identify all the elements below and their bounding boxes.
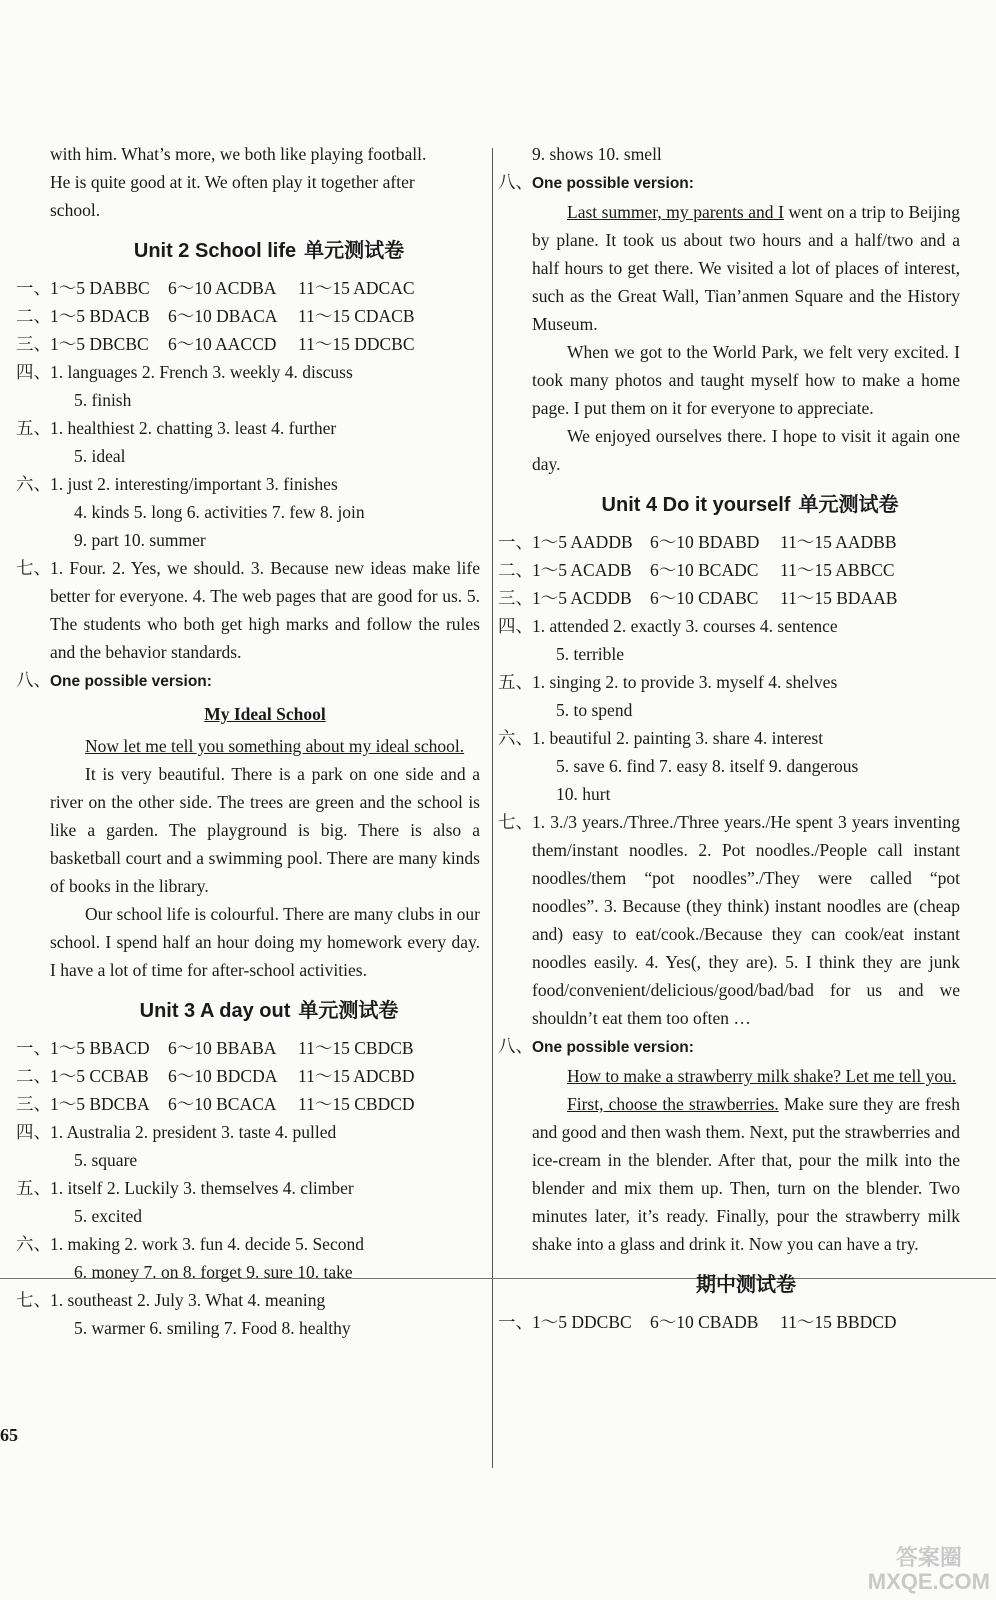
watermark-line-1: 答案圈 [895, 1545, 962, 1570]
intro-line-1: with him. What’s more, we both like playing football. [50, 144, 427, 164]
u4-s6: 六、1. beautiful 2. painting 3. share 4. interest [498, 728, 824, 748]
u3-s4-l2: 5. square [74, 1150, 138, 1170]
midterm-heading: 期中测试卷 [696, 1274, 796, 1296]
u3-s2: 二、 1～5 CCBAB 6～10 BDCDA 11～15 ADCBD [16, 1066, 415, 1086]
u3-s5: 五、1. itself 2. Luckily 3. themselves 4. climber [16, 1178, 354, 1198]
shake-p1: First, choose the strawberries. Make sure they are fresh and good and then wash them. Next, put the strawberries and ice-cream in the blender. After that, pour the milk into the blender and mix them up. Then, turn on the blender. Two minutes later, it’s ready. Finally, pour the strawberry milk shake into a glass and drink it. Now you can have a try. [532, 1094, 960, 1254]
u4-s6-l2: 5. save 6. find 7. easy 8. itself 9. dangerous [556, 756, 859, 776]
u3-s3: 三、 1～5 BDCBA 6～10 BCACA 11～15 CBDCD [16, 1094, 415, 1114]
essay-p0: Now let me tell you something about my ideal school. [85, 736, 465, 756]
unit2-heading-cn: 单元测试卷 [304, 240, 405, 262]
intro-line-3: school. [50, 200, 101, 220]
unit4-heading-en: Unit 4 Do it yourself [601, 494, 791, 516]
watermark-logo [868, 1546, 990, 1594]
u4-s7: 七、1. 3./3 years./Three./Three years./He spent 3 years inventing them/instant noodles. 2. Pot noodles./People call instant noodles/them “pot noodles”./They were called “pot noodles”. 3. Because (they think) instant noodles are (cheap and) easy to eat/cook./Because they can cook/eat instant noodles easily. 4. Yes(, they are). 5. I think they are junk food/convenient/delicious/good/bad/bad for us and we shouldn’t eat them too often … [498, 812, 960, 1028]
mid-s1: 一、 1～5 DDCBC 6～10 CBADB 11～15 BBDCD [498, 1312, 897, 1332]
unit4-heading-cn: 单元测试卷 [798, 494, 899, 516]
page-number: 65 [0, 1425, 18, 1445]
column-divider [492, 148, 493, 1468]
u2-s5: 五、1. healthiest 2. chatting 3. least 4. further [16, 418, 337, 438]
u3-s6: 六、1. making 2. work 3. fun 4. decide 5. Second [16, 1234, 364, 1254]
r-top-line: 9. shows 10. smell [532, 144, 662, 164]
u4-s2: 二、 1～5 ACADB 6～10 BCADC 11～15 ABBCC [498, 560, 895, 580]
u3-s4: 四、1. Australia 2. president 3. taste 4. pulled [16, 1122, 337, 1142]
essay-title: My Ideal School [204, 704, 326, 724]
u2-s6: 六、1. just 2. interesting/important 3. finishes [16, 474, 338, 494]
u2-s3: 三、 1～5 DBCBC 6～10 AACCD 11～15 DDCBC [16, 334, 415, 354]
u3-s5-l2: 5. excited [74, 1206, 143, 1226]
unit3-heading [50, 996, 480, 1026]
unit3-heading-en: Unit 3 A day out [139, 1000, 291, 1022]
u4-s1: 一、 1～5 AADDB 6～10 BDABD 11～15 AADBB [498, 532, 897, 552]
u4-s5-l2: 5. to spend [556, 700, 633, 720]
trip-p2: We enjoyed ourselves there. I hope to visit it again one day. [532, 426, 960, 474]
essay-p2: Our school life is colourful. There are many clubs in our school. I spend half an hour doing my homework every day. I have a lot of time for after-school activities. [50, 904, 480, 980]
right-column [498, 140, 960, 1336]
essay-p1: It is very beautiful. There is a park on one side and a river on the other side. The trees are green and the school is like a garden. The playground is big. There is also a basketball court and a swimming pool. There are many kinds of books in the library. [50, 764, 480, 896]
u3-s7: 七、1. southeast 2. July 3. What 4. meaning [16, 1290, 326, 1310]
u2-s6-l2: 4. kinds 5. long 6. activities 7. few 8. join [74, 502, 365, 522]
u4-s6-l3: 10. hurt [556, 784, 611, 804]
unit2-heading-en: Unit 2 School life [133, 240, 297, 262]
shake-p0: How to make a strawberry milk shake? Let me tell you. [567, 1066, 957, 1086]
unit2-heading [50, 236, 480, 266]
u2-s5-l2: 5. ideal [74, 446, 126, 466]
r-s8a: 八、One possible version: [498, 172, 694, 192]
u4-s4-l2: 5. terrible [556, 644, 625, 664]
u2-s2: 二、 1～5 BDACB 6～10 DBACA 11～15 CDACB [16, 306, 415, 326]
u3-s6-l2: 6. money 7. on 8. forget 9. sure 10. take [74, 1262, 353, 1282]
trip-p0: Last summer, my parents and I went on a trip to Beijing by plane. It took us about two hours and a half/two and a half hours to get there. We visited a lot of places of interest, such as the Great Wall, Tian’anmen Square and the History Museum. [532, 202, 960, 334]
u2-s6-l3: 9. part 10. summer [74, 530, 206, 550]
unit3-heading-cn: 单元测试卷 [298, 1000, 399, 1022]
u2-s4: 四、1. languages 2. French 3. weekly 4. discuss [16, 362, 353, 382]
u2-s8: 八、One possible version: [16, 670, 212, 690]
u4-s8: 八、One possible version: [498, 1036, 694, 1056]
u4-s4: 四、1. attended 2. exactly 3. courses 4. sentence [498, 616, 838, 636]
u2-s4-l2: 5. finish [74, 390, 132, 410]
u4-s5: 五、1. singing 2. to provide 3. myself 4. shelves [498, 672, 838, 692]
u3-s1: 一、 1～5 BBACD 6～10 BBABA 11～15 CBDCB [16, 1038, 414, 1058]
left-column [16, 140, 480, 1342]
unit4-heading [532, 490, 960, 520]
intro-line-2: He is quite good at it. We often play it together after [50, 172, 415, 192]
watermark-line-2: MXQE.COM [867, 1569, 990, 1594]
u2-s1: 一、 1～5 DABBC 6～10 ACDBA 11～15 ADCAC [16, 278, 415, 298]
u3-s7-l2: 5. warmer 6. smiling 7. Food 8. healthy [74, 1318, 351, 1338]
trip-p1: When we got to the World Park, we felt very excited. I took many photos and taught myself how to make a home page. I put them on it for everyone to appreciate. [532, 342, 960, 418]
u4-s3: 三、 1～5 ACDDB 6～10 CDABC 11～15 BDAAB [498, 588, 898, 608]
u2-s7: 七、1. Four. 2. Yes, we should. 3. Because new ideas make life better for everyone. 4. The web pages that are good for us. 5. The students who both get high marks and follow the rules and the behavior standards. [16, 558, 480, 662]
